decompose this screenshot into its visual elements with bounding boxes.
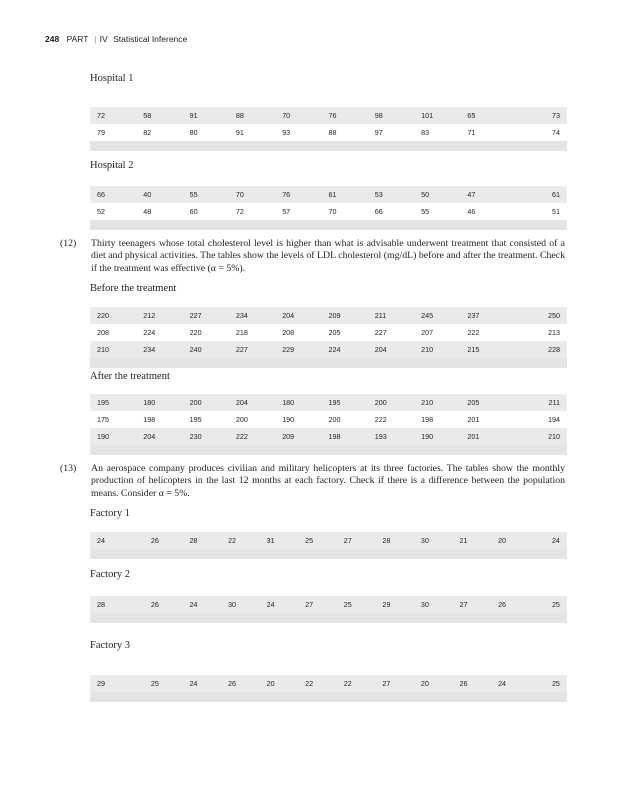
table-cell: 26	[150, 536, 159, 545]
table-cell: 26	[150, 600, 159, 609]
table-cell: 55	[189, 190, 198, 199]
table-cell: 210	[547, 432, 560, 441]
table-cell: 198	[143, 415, 156, 424]
table-cell: 72	[97, 111, 105, 120]
table-cell: 28	[97, 600, 105, 609]
table-cell: 74	[551, 128, 560, 137]
table-cell: 26	[498, 600, 507, 609]
table-row	[90, 107, 567, 124]
table-cell: 237	[467, 311, 480, 320]
table-cell: 200	[374, 398, 387, 407]
table-cell: 234	[235, 311, 248, 320]
table-cell: 24	[551, 536, 560, 545]
table-cell: 70	[235, 190, 244, 199]
table-cell: 61	[551, 190, 560, 199]
factory1-table	[90, 532, 567, 559]
table-cell: 46	[467, 207, 476, 216]
table-cell: 27	[343, 536, 352, 545]
table-cell: 22	[343, 679, 352, 688]
table-row	[90, 411, 567, 428]
table-cell: 30	[228, 600, 237, 609]
table-row	[90, 532, 567, 549]
table-row	[90, 324, 567, 341]
table-cell: 55	[421, 207, 430, 216]
table-cell: 88	[235, 111, 244, 120]
table-cell: 24	[498, 679, 507, 688]
table-cell: 200	[328, 415, 341, 424]
page-number: 248	[45, 34, 60, 44]
table-footer-row	[90, 549, 567, 559]
table-cell: 82	[143, 128, 152, 137]
table-cell: 73	[551, 111, 560, 120]
question-12	[60, 238, 565, 275]
table-footer-row	[90, 613, 567, 623]
hospital1-table	[90, 107, 567, 151]
table-cell: 22	[228, 536, 237, 545]
table-cell: 204	[282, 311, 295, 320]
table-cell: 190	[97, 432, 109, 441]
question-12-text: Thirty teenagers whose total cholesterol level is higher than what is advisable underwent treatment that consisted of a diet and physical activities. The tables show the levels of LDL cholesterol (mg/dL) before and after the treatment. Check if the treatment was effective (α = 5%).	[91, 238, 565, 274]
table-footer-row	[90, 445, 567, 455]
table-row	[90, 341, 567, 358]
table-cell: 20	[498, 536, 507, 545]
table-cell: 210	[421, 398, 434, 407]
table-cell: 76	[328, 111, 337, 120]
table-cell: 198	[421, 415, 434, 424]
part-number: IV	[99, 34, 108, 44]
table-cell: 61	[328, 190, 337, 199]
table-cell: 211	[548, 398, 560, 407]
hospital2-table	[90, 186, 567, 230]
table-cell: 101	[421, 111, 434, 120]
table-cell: 198	[328, 432, 341, 441]
table-cell: 180	[282, 398, 295, 407]
table-cell: 220	[189, 328, 202, 337]
table-cell: 211	[374, 311, 387, 320]
table-cell: 47	[467, 190, 476, 199]
table-cell: 48	[143, 207, 152, 216]
table-cell: 98	[374, 111, 383, 120]
table-cell: 222	[467, 328, 480, 337]
factory3-label: Factory 3	[90, 640, 130, 651]
table-cell: 51	[551, 207, 560, 216]
table-cell: 194	[547, 415, 560, 424]
factory1-label: Factory 1	[90, 508, 130, 519]
table-cell: 20	[420, 679, 429, 688]
table-cell: 200	[235, 415, 248, 424]
table-cell: 27	[459, 600, 468, 609]
table-cell: 245	[421, 311, 434, 320]
table-cell: 229	[282, 345, 295, 354]
table-cell: 224	[328, 345, 341, 354]
table-cell: 97	[374, 128, 383, 137]
table-cell: 215	[467, 345, 480, 354]
question-12-number: (12)	[60, 238, 77, 249]
table-cell: 83	[421, 128, 430, 137]
table-cell: 70	[282, 111, 291, 120]
table-cell: 195	[97, 398, 109, 407]
after-table	[90, 394, 567, 455]
table-cell: 28	[382, 536, 391, 545]
table-row	[90, 124, 567, 141]
table-cell: 66	[374, 207, 383, 216]
after-label: After the treatment	[90, 371, 170, 382]
table-cell: 195	[189, 415, 202, 424]
table-cell: 209	[282, 432, 295, 441]
header-separator: |	[94, 34, 97, 44]
part-label: PART	[66, 34, 89, 44]
table-cell: 222	[374, 415, 387, 424]
table-cell: 218	[235, 328, 248, 337]
table-cell: 24	[266, 600, 275, 609]
table-cell: 222	[235, 432, 248, 441]
table-cell: 205	[328, 328, 341, 337]
table-cell: 201	[467, 415, 480, 424]
table-cell: 205	[467, 398, 480, 407]
table-cell: 180	[143, 398, 156, 407]
table-footer-row	[90, 358, 567, 368]
table-cell: 24	[97, 536, 105, 545]
hospital1-label: Hospital 1	[90, 73, 134, 84]
table-cell: 25	[551, 600, 560, 609]
table-cell: 57	[282, 207, 291, 216]
table-cell: 250	[547, 311, 560, 320]
table-cell: 71	[467, 128, 476, 137]
factory2-table	[90, 596, 567, 623]
table-cell: 201	[467, 432, 480, 441]
running-header	[45, 34, 187, 44]
table-cell: 66	[97, 190, 105, 199]
table-cell: 72	[235, 207, 244, 216]
table-cell: 70	[328, 207, 337, 216]
table-cell: 26	[459, 679, 468, 688]
table-cell: 30	[420, 600, 429, 609]
table-row	[90, 428, 567, 445]
table-cell: 21	[459, 536, 468, 545]
table-cell: 24	[189, 679, 198, 688]
table-cell: 209	[328, 311, 341, 320]
table-row	[90, 394, 567, 411]
table-row	[90, 675, 567, 692]
table-footer-row	[90, 220, 567, 230]
question-13-text: An aerospace company produces civilian and military helicopters at its three factories. The tables show the monthly production of helicopters in the last 12 months at each factory. Check if there is a difference between the population means. Consider α = 5%.	[91, 463, 565, 499]
table-cell: 29	[382, 600, 391, 609]
table-cell: 175	[97, 415, 109, 424]
table-cell: 52	[97, 207, 105, 216]
table-cell: 228	[547, 345, 560, 354]
table-cell: 195	[328, 398, 341, 407]
table-cell: 208	[282, 328, 295, 337]
table-cell: 60	[189, 207, 198, 216]
table-cell: 213	[547, 328, 560, 337]
table-cell: 31	[266, 536, 275, 545]
table-cell: 58	[143, 111, 152, 120]
table-row	[90, 186, 567, 203]
table-cell: 240	[189, 345, 202, 354]
table-cell: 210	[421, 345, 434, 354]
table-cell: 25	[551, 679, 560, 688]
before-label: Before the treatment	[90, 283, 177, 294]
table-cell: 28	[189, 536, 198, 545]
factory3-table	[90, 675, 567, 702]
table-cell: 76	[282, 190, 291, 199]
table-cell: 204	[374, 345, 387, 354]
factory2-label: Factory 2	[90, 569, 130, 580]
table-cell: 53	[374, 190, 383, 199]
section-title: Statistical Inference	[113, 34, 188, 44]
table-cell: 234	[143, 345, 156, 354]
table-cell: 20	[266, 679, 275, 688]
table-cell: 24	[189, 600, 198, 609]
table-cell: 208	[97, 328, 109, 337]
table-cell: 29	[97, 679, 105, 688]
table-cell: 204	[143, 432, 156, 441]
table-cell: 25	[343, 600, 352, 609]
before-table	[90, 307, 567, 368]
table-row	[90, 307, 567, 324]
table-row	[90, 203, 567, 220]
table-cell: 224	[143, 328, 156, 337]
table-cell: 91	[189, 111, 198, 120]
table-cell: 80	[189, 128, 198, 137]
table-cell: 207	[421, 328, 434, 337]
table-cell: 210	[97, 345, 109, 354]
table-cell: 190	[282, 415, 295, 424]
question-13	[60, 463, 565, 500]
table-cell: 227	[235, 345, 248, 354]
table-cell: 65	[467, 111, 476, 120]
question-13-number: (13)	[60, 463, 77, 474]
table-cell: 204	[235, 398, 248, 407]
table-cell: 25	[305, 536, 314, 545]
table-cell: 88	[328, 128, 337, 137]
table-cell: 79	[97, 128, 105, 137]
table-cell: 230	[189, 432, 202, 441]
table-footer-row	[90, 692, 567, 702]
table-cell: 220	[97, 311, 109, 320]
table-cell: 27	[382, 679, 391, 688]
table-cell: 22	[305, 679, 314, 688]
table-footer-row	[90, 141, 567, 151]
table-cell: 190	[421, 432, 434, 441]
table-cell: 40	[143, 190, 152, 199]
hospital2-label: Hospital 2	[90, 160, 134, 171]
table-cell: 227	[374, 328, 387, 337]
table-cell: 27	[305, 600, 314, 609]
table-cell: 227	[189, 311, 202, 320]
table-cell: 50	[421, 190, 430, 199]
table-cell: 200	[189, 398, 202, 407]
table-cell: 30	[420, 536, 429, 545]
table-cell: 93	[282, 128, 291, 137]
table-row	[90, 596, 567, 613]
table-cell: 212	[143, 311, 156, 320]
table-cell: 91	[235, 128, 244, 137]
table-cell: 25	[150, 679, 159, 688]
table-cell: 26	[228, 679, 237, 688]
table-cell: 193	[374, 432, 387, 441]
